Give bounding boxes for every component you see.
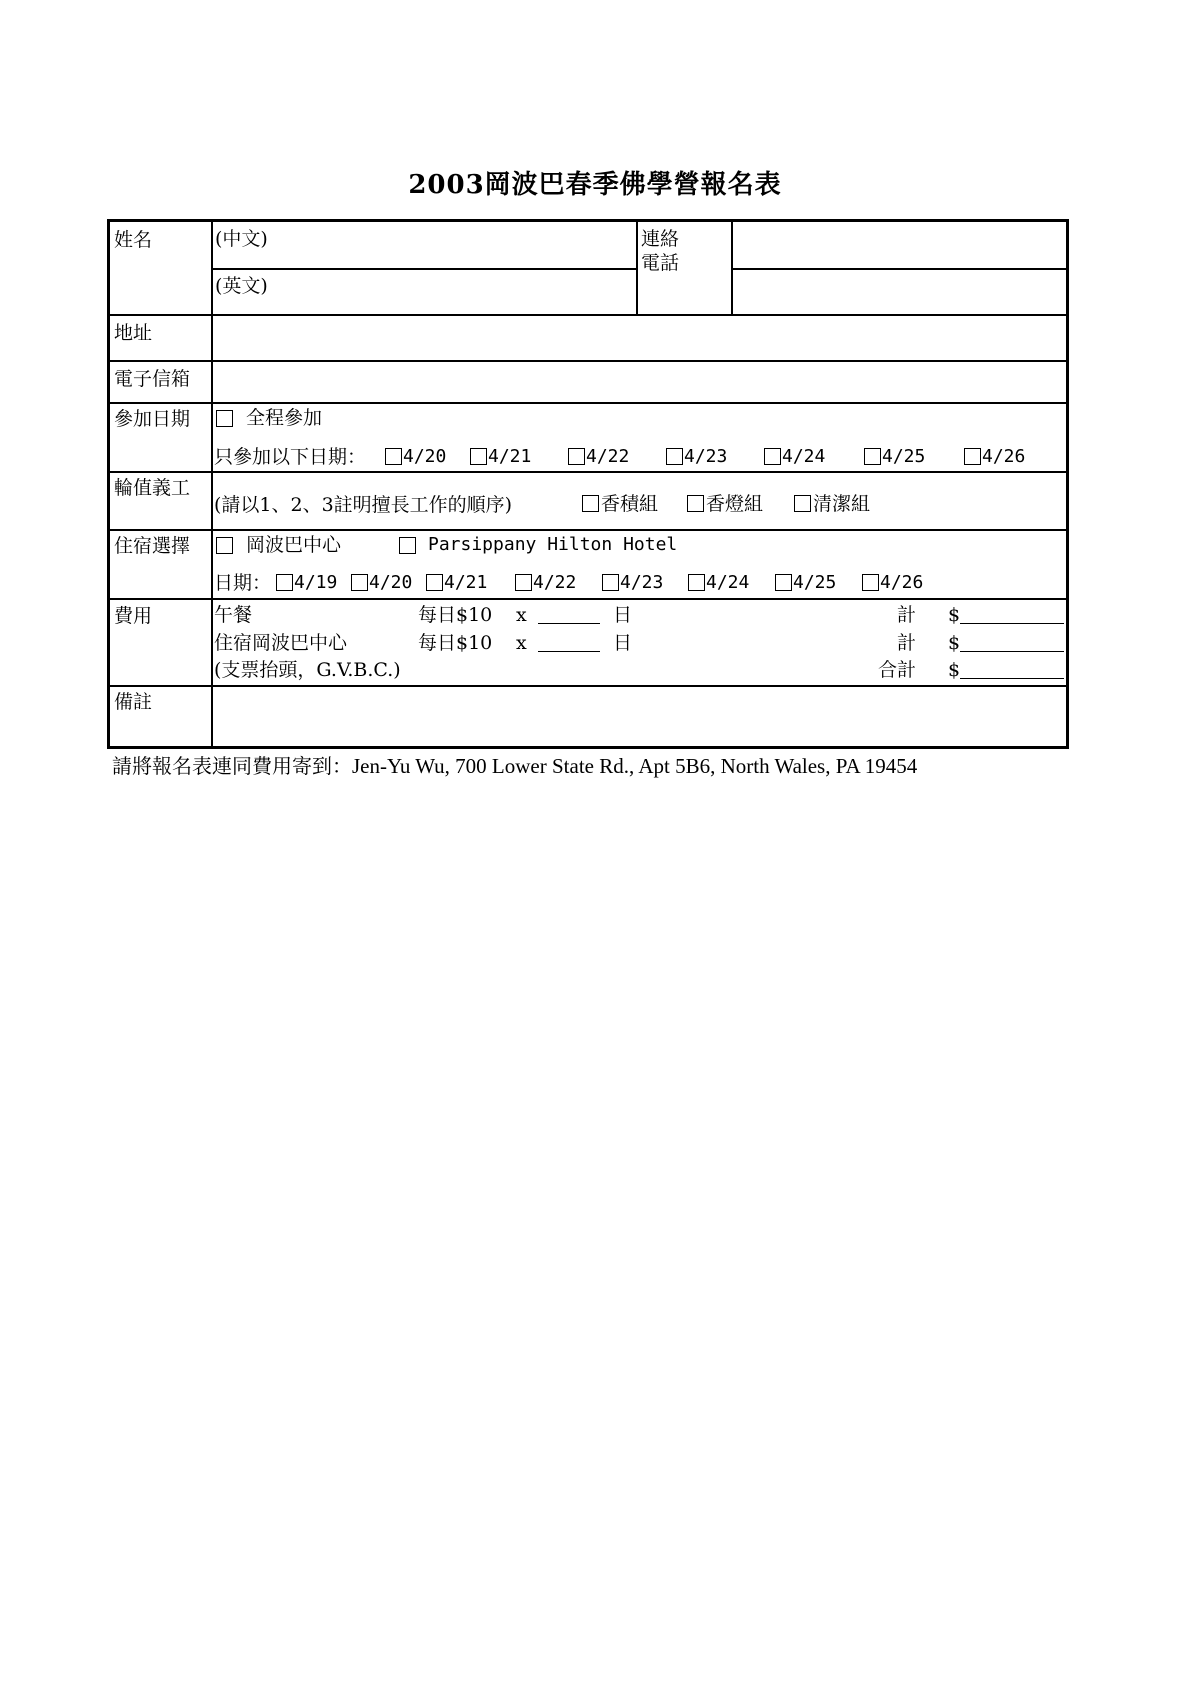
date-option: 4/24	[782, 446, 826, 467]
fee-rate: 每日$10	[418, 632, 493, 654]
lodging-date-option: 4/24	[706, 572, 750, 593]
fees-label: 費用	[114, 605, 153, 627]
lodging-date-option: 4/21	[444, 572, 488, 593]
lodging-date-checkbox[interactable]	[276, 574, 293, 591]
fee-days-field[interactable]	[538, 623, 600, 624]
fee-times: x	[516, 632, 527, 654]
fee-unit: 日	[613, 632, 633, 654]
full-attendance-checkbox[interactable]	[216, 410, 233, 427]
lodging-checkbox[interactable]	[216, 537, 233, 554]
row-divider	[110, 471, 1069, 473]
lodging-option: 岡波巴中心	[246, 534, 342, 556]
date-checkbox[interactable]	[964, 448, 981, 465]
lodging-date-checkbox[interactable]	[515, 574, 532, 591]
mailing-instructions	[112, 750, 917, 779]
email-field[interactable]	[213, 362, 1069, 402]
name-label: 姓名	[114, 229, 153, 251]
lodging-date-option: 4/23	[620, 572, 664, 593]
fee-item: 午餐	[214, 604, 253, 626]
payee-note: (支票抬頭，G.V.B.C.)	[214, 659, 401, 681]
fee-currency: $	[948, 604, 961, 626]
lodging-date-option: 4/26	[880, 572, 924, 593]
volunteer-checkbox[interactable]	[794, 495, 811, 512]
fee-amount-field[interactable]	[960, 651, 1064, 652]
volunteer-checkbox[interactable]	[582, 495, 599, 512]
date-checkbox[interactable]	[385, 448, 402, 465]
partial-dates-label: 只參加以下日期：	[214, 446, 367, 468]
lodging-date-checkbox[interactable]	[688, 574, 705, 591]
date-option: 4/20	[403, 446, 447, 467]
label-column-divider	[211, 222, 213, 749]
lodging-date-checkbox[interactable]	[426, 574, 443, 591]
name-chinese-field[interactable]: (中文)	[215, 228, 268, 250]
volunteer-instruction: (請以1、2、3註明擅長工作的順序)	[214, 494, 513, 516]
dates-label: 參加日期	[114, 408, 191, 430]
fee-days-field[interactable]	[538, 651, 600, 652]
full-attendance-label: 全程參加	[246, 407, 323, 429]
date-checkbox[interactable]	[568, 448, 585, 465]
mailing-address: Jen-Yu Wu, 700 Lower State Rd., Apt 5B6, North Wales, PA 19454	[352, 754, 918, 778]
lodging-date-checkbox[interactable]	[862, 574, 879, 591]
remarks-field[interactable]	[213, 687, 1069, 749]
row-divider	[211, 268, 636, 270]
address-label: 地址	[114, 322, 153, 344]
fee-item: 住宿岡波巴中心	[214, 632, 348, 654]
grand-total-label: 合計	[878, 659, 917, 681]
fee-times: x	[516, 604, 527, 626]
phone-label-line1: 連絡	[641, 228, 680, 250]
lodging-date-checkbox[interactable]	[602, 574, 619, 591]
address-field[interactable]	[213, 316, 1069, 360]
lodging-date-option: 4/22	[533, 572, 577, 593]
phone-field-2[interactable]	[733, 270, 1069, 314]
lodging-date-label: 日期：	[214, 572, 272, 594]
date-option: 4/25	[882, 446, 926, 467]
volunteer-option: 清潔組	[813, 493, 871, 515]
date-option: 4/22	[586, 446, 630, 467]
date-option: 4/26	[982, 446, 1026, 467]
date-checkbox[interactable]	[764, 448, 781, 465]
lodging-date-option: 4/19	[294, 572, 338, 593]
lodging-date-checkbox[interactable]	[775, 574, 792, 591]
lodging-label: 住宿選擇	[114, 535, 191, 557]
volunteer-checkbox[interactable]	[687, 495, 704, 512]
grand-total-field[interactable]	[960, 678, 1064, 679]
fee-total-label: 計	[897, 604, 917, 626]
fee-rate: 每日$10	[418, 604, 493, 626]
email-label: 電子信箱	[114, 368, 191, 390]
date-checkbox[interactable]	[864, 448, 881, 465]
fee-unit: 日	[613, 604, 633, 626]
lodging-checkbox[interactable]	[399, 537, 416, 554]
fee-amount-field[interactable]	[960, 623, 1064, 624]
fee-total-label: 計	[897, 632, 917, 654]
row-divider	[110, 402, 1069, 404]
date-checkbox[interactable]	[470, 448, 487, 465]
date-option: 4/23	[684, 446, 728, 467]
date-checkbox[interactable]	[666, 448, 683, 465]
phone-label-line2: 電話	[641, 252, 680, 274]
row-divider	[110, 529, 1069, 531]
phone-label-divider	[636, 222, 638, 314]
lodging-date-option: 4/25	[793, 572, 837, 593]
phone-field-1[interactable]	[733, 222, 1069, 268]
form-title: 2003岡波巴春季佛學營報名表	[408, 170, 782, 200]
volunteer-label: 輪值義工	[114, 477, 191, 499]
name-english-field[interactable]: (英文)	[215, 275, 268, 297]
mailing-prefix: 請將報名表連同費用寄到：	[112, 754, 352, 778]
date-option: 4/21	[488, 446, 532, 467]
fee-currency: $	[948, 632, 961, 654]
remarks-label: 備註	[114, 691, 153, 713]
grand-total-currency: $	[948, 659, 961, 681]
volunteer-option: 香積組	[601, 493, 659, 515]
lodging-date-option: 4/20	[369, 572, 413, 593]
row-divider	[110, 598, 1069, 600]
lodging-date-checkbox[interactable]	[351, 574, 368, 591]
volunteer-option: 香燈組	[706, 493, 764, 515]
lodging-option: Parsippany Hilton Hotel	[428, 534, 678, 555]
registration-form	[107, 219, 1069, 749]
